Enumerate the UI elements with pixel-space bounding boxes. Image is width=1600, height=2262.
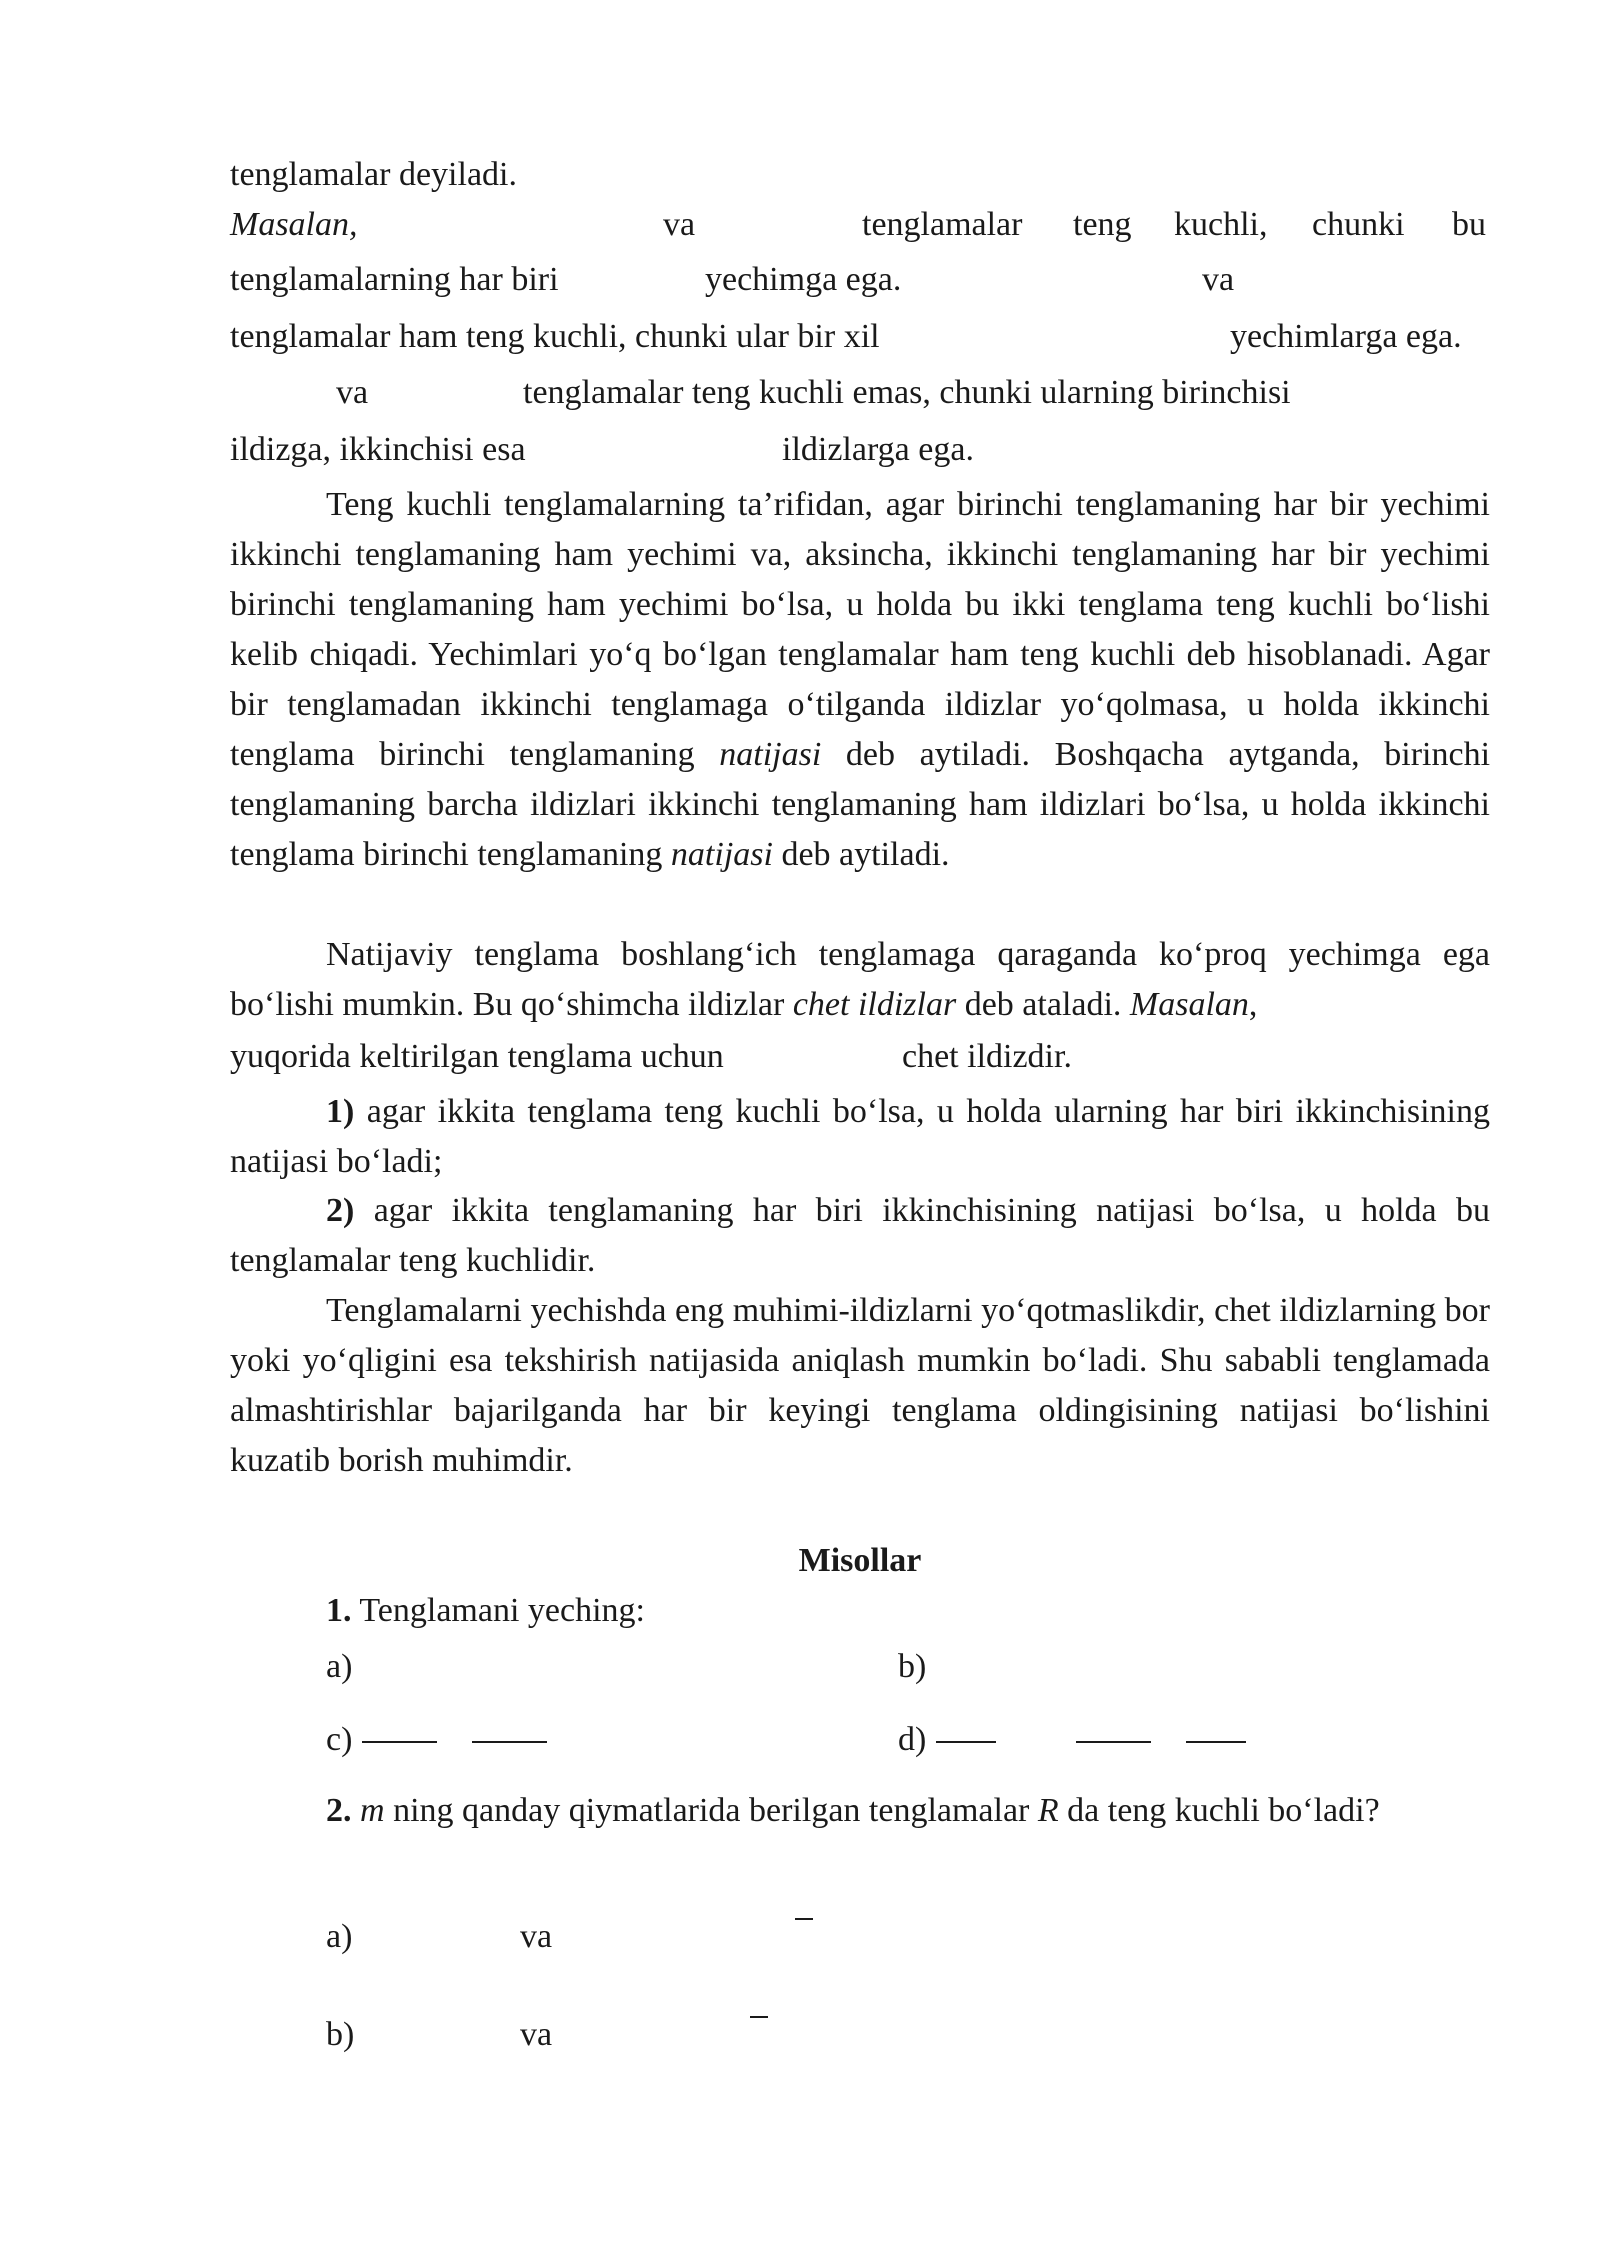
exercise-2b-label: b)	[326, 2016, 355, 2053]
exercise-2a-label: a)	[326, 1918, 353, 1955]
text-fragment: chet ildizdir.	[902, 1038, 1072, 1075]
text-fragment: tenglamalar ham teng kuchli, chunki ular bir xil	[230, 318, 880, 355]
va-word: va	[336, 374, 369, 411]
text-fragment: tenglamalarning har biri	[230, 261, 559, 298]
minus-sign	[750, 1990, 768, 2040]
text-fragment: yechimga ega.	[705, 261, 902, 298]
masalan-label: Masalan,	[230, 206, 358, 243]
paragraph-conclusion: Tenglamalarni yechishda eng muhimi-ildizlarni yo‘qotmaslikdir, chet ildizlarning bor yoki yo‘qligini esa tekshirish natijasida aniqlash mumkin bo‘ladi. Shu sababli tenglamada almashtirishlar bajarilganda har bir keyingi tenglama oldingisining natijasi bo‘lishini kuzatib borish muhimdir.	[230, 1292, 1490, 1479]
text-fragment: ildizlarga ega.	[782, 431, 974, 468]
fraction-bar	[936, 1741, 996, 1743]
exercise-1d: d)	[898, 1715, 1256, 1765]
paragraph-definition: Teng kuchli tenglamalarning ta’rifidan, agar birinchi tenglamaning har bir yechimi ikkinchi tenglamaning ham yechimi va, aksincha, ikkinchi tenglamaning har bir yechimi birinchi tenglamaning ham yechimi bo‘lsa, u holda bu ikki tenglama teng kuchli bo‘lishi kelib chiqadi. Yechimlari yo‘q bo‘lgan tenglamalar ham teng kuchli deb hisoblanadi. Agar bir tenglamadan ikkinchi tenglamaga o‘tilganda ildizlar yo‘qolmasa, u holda ikkinchi tenglama birinchi tenglamaning natijasi deb aytiladi. Boshqacha aytganda, birinchi tenglamaning barcha ildizlari ikkinchi tenglamaning ham ildizlari bo‘lsa, u holda ikkinchi tenglama birinchi tenglamaning natijasi deb aytiladi.	[230, 486, 1491, 873]
fraction-bar	[362, 1741, 437, 1743]
fraction-bar	[472, 1741, 547, 1743]
text-fragment: bu	[1452, 206, 1486, 243]
text-fragment: tenglamalar teng kuchli emas, chunki ularning birinchisi	[523, 374, 1291, 411]
fraction-bar	[1186, 1741, 1246, 1743]
fraction-bar	[1076, 1741, 1151, 1743]
exercise-1b-label: b)	[898, 1648, 927, 1685]
va-word: va	[520, 1918, 553, 1955]
va-word: va	[520, 2016, 553, 2053]
text-fragment: tenglamalar	[862, 206, 1023, 243]
section-heading: Misollar	[798, 1542, 922, 1579]
rule-1: 1) agar ikkita tenglama teng kuchli bo‘lsa, u holda ularning har biri ikkinchisining natijasi bo‘ladi;	[230, 1093, 1490, 1180]
minus-sign	[795, 1892, 813, 1942]
text-fragment: teng	[1073, 206, 1132, 243]
va-word: va	[663, 206, 696, 243]
exercise-1-title: 1. Tenglamani yeching:	[326, 1592, 645, 1629]
text-fragment: kuchli,	[1174, 206, 1268, 243]
va-word: va	[1202, 261, 1235, 298]
exercise-1a-label: a)	[326, 1648, 353, 1685]
paragraph-extraneous-roots: Natijaviy tenglama boshlang‘ich tenglamaga qaraganda ko‘proq yechimga ega bo‘lishi mumkin. Bu qo‘shimcha ildizlar chet ildizlar deb ataladi. Masalan,	[230, 936, 1490, 1023]
text-fragment: yechimlarga ega.	[1230, 318, 1462, 355]
text-line: tenglamalar deyiladi.	[230, 156, 517, 193]
exercise-2-title: 2. m ning qanday qiymatlarida berilgan tenglamalar R da teng kuchli bo‘ladi?	[326, 1792, 1380, 1829]
text-fragment: ildizga, ikkinchisi esa	[230, 431, 526, 468]
rule-2: 2) agar ikkita tenglamaning har biri ikkinchisining natijasi bo‘lsa, u holda bu tenglamalar teng kuchlidir.	[230, 1192, 1491, 1279]
text-fragment: chunki	[1312, 206, 1405, 243]
text-fragment: yuqorida keltirilgan tenglama uchun	[230, 1038, 724, 1075]
exercise-1c: c)	[326, 1715, 557, 1765]
